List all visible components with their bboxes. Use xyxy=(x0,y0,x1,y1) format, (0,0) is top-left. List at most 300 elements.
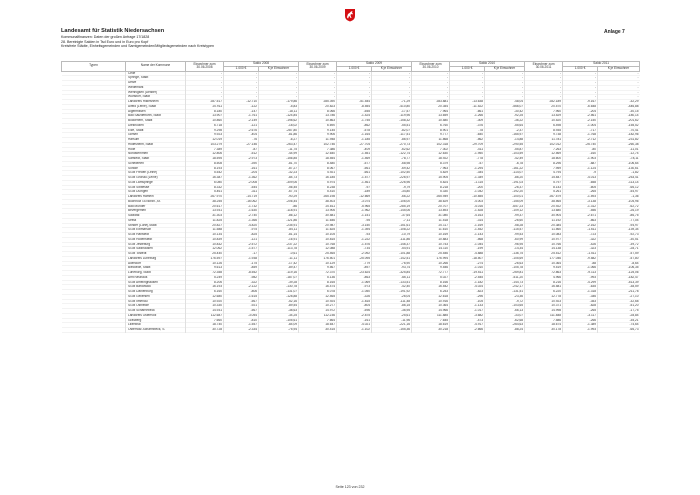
value-cell: -108,22 xyxy=(372,228,412,233)
municipality-name-cell: SGM Gronau (Leine) xyxy=(128,175,158,180)
value-cell: 25.546 xyxy=(412,252,450,257)
value-cell: 20.384 xyxy=(525,223,563,228)
value-cell: - xyxy=(485,71,525,76)
value-cell: -11,75 xyxy=(259,147,299,152)
value-cell: -1.294 xyxy=(450,166,485,171)
value-cell: -567 xyxy=(224,309,259,314)
value-cell: -1.362 xyxy=(224,176,259,181)
value-cell: -165,97 xyxy=(485,133,525,138)
value-cell: -973 xyxy=(337,285,372,290)
value-cell: -778 xyxy=(450,157,485,162)
value-cell: - xyxy=(224,90,259,95)
value-cell: 18.554 xyxy=(299,157,337,162)
value-cell: -94,97 xyxy=(598,223,640,228)
value-cell: -1.630 xyxy=(224,209,259,214)
value-cell: -9.167 xyxy=(563,100,598,105)
municipality-name-cell: SGM Ilmenau xyxy=(128,299,148,303)
value-cell: -4.016 xyxy=(450,204,485,209)
value-cell: 8.480 xyxy=(299,161,337,166)
value-cell: -28,71 xyxy=(598,247,640,252)
subtitle-line-2: 28. Bereinigte Salden in Tsd Euro und in Euro pro Kopf xyxy=(61,39,149,44)
value-cell: 5.410 xyxy=(299,190,337,195)
value-cell: -16,91 xyxy=(259,237,299,242)
value-cell: -17,57 xyxy=(372,109,412,114)
subheader-kopf-2010: € je Einwohner xyxy=(485,66,525,71)
value-cell: -131,51 xyxy=(485,290,525,295)
value-cell: 267.970 xyxy=(186,195,224,200)
value-cell: 5.461 xyxy=(186,190,224,195)
value-cell: -260,38 xyxy=(598,142,640,147)
value-cell: 20.911 xyxy=(186,104,224,109)
header-einwohner-2008: Einwohner zum 30.06.2008 xyxy=(186,62,224,72)
value-cell: -1.050 xyxy=(337,290,372,295)
value-cell: -161 xyxy=(224,166,259,171)
value-cell: -26,37 xyxy=(485,185,525,190)
table-row xyxy=(62,328,640,333)
value-cell: -862 xyxy=(337,123,372,128)
value-cell: 30.904 xyxy=(525,214,563,219)
municipality-name-cell: Buchholz i.d.Nordh.,St. xyxy=(128,199,161,203)
value-cell: -1.424 xyxy=(337,114,372,119)
value-cell: -231,82 xyxy=(598,138,640,143)
value-cell: - xyxy=(450,90,485,95)
value-cell: -2.875 xyxy=(337,313,372,318)
value-cell: -55,51 xyxy=(372,123,412,128)
value-cell: -82,07 xyxy=(372,128,412,133)
value-cell: 10.580 xyxy=(412,119,450,124)
header-saldo-2009: Saldo 2009 xyxy=(337,62,412,67)
value-cell: -93 xyxy=(337,233,372,238)
value-cell: -1.042 xyxy=(450,190,485,195)
value-cell: 8.332 xyxy=(186,185,224,190)
value-cell: -187,07 xyxy=(259,275,299,280)
value-cell: -105,61 xyxy=(259,318,299,323)
value-cell: -57 xyxy=(450,161,485,166)
value-cell: -198,62 xyxy=(259,119,299,124)
value-cell: 15.847 xyxy=(525,176,563,181)
value-cell: -1.017 xyxy=(450,309,485,314)
value-cell: -1.266 xyxy=(450,114,485,119)
value-cell: - xyxy=(563,90,598,95)
value-cell: -12.669 xyxy=(337,195,372,200)
value-cell: -2.092 xyxy=(337,252,372,257)
value-cell: -189 xyxy=(337,190,372,195)
value-cell: -23,36 xyxy=(485,294,525,299)
value-cell: 10.863 xyxy=(299,119,337,124)
value-cell: -96,95 xyxy=(485,242,525,247)
value-cell: -1.962 xyxy=(337,209,372,214)
value-cell: -155,36 xyxy=(372,328,412,333)
value-cell: -161 xyxy=(337,318,372,323)
value-cell: 112.236 xyxy=(299,313,337,318)
value-cell: -3.150 xyxy=(337,223,372,228)
value-cell: -104,96 xyxy=(598,199,640,204)
value-cell: -80 xyxy=(563,147,598,152)
value-cell: -86,12 xyxy=(259,214,299,219)
value-cell: -975 xyxy=(224,228,259,233)
value-cell: 10.766 xyxy=(525,242,563,247)
value-cell: -804 xyxy=(337,304,372,309)
value-cell: -1.318 xyxy=(563,290,598,295)
municipality-name-cell: SGM Freden (Leine) xyxy=(128,170,158,175)
value-cell: -446,88 xyxy=(598,104,640,109)
value-cell: -863 xyxy=(337,275,372,280)
value-cell: -270,73 xyxy=(372,142,412,147)
value-cell: 13.659 xyxy=(412,114,450,119)
value-cell: -55,87 xyxy=(485,147,525,152)
value-cell: -2.740 xyxy=(224,214,259,219)
value-cell: -2.572 xyxy=(224,242,259,247)
value-cell: -35,21 xyxy=(598,318,640,323)
value-cell: -6,27 xyxy=(259,138,299,143)
municipality-name-cell: Holle xyxy=(128,147,136,151)
value-cell: 18.619 xyxy=(412,323,450,328)
value-cell: -121 xyxy=(224,237,259,242)
municipality-name-cell: Lilienthal xyxy=(128,322,141,327)
value-cell: 176.501 xyxy=(299,256,337,261)
value-cell: - xyxy=(224,95,259,100)
value-cell: -7,11 xyxy=(372,218,412,223)
value-cell: -6.648 xyxy=(563,104,598,109)
value-cell: -1.615 xyxy=(224,294,259,299)
value-cell: -806 xyxy=(224,290,259,295)
value-cell: 8.238 xyxy=(299,185,337,190)
value-cell: - xyxy=(563,85,598,90)
value-cell: -1.124 xyxy=(563,166,598,171)
value-cell: 14.138 xyxy=(525,247,563,252)
value-cell: 10.839 xyxy=(186,237,224,242)
value-cell: -657,23 xyxy=(485,204,525,209)
municipality-name-cell: Nordstemmen xyxy=(128,151,149,156)
value-cell: -119,96 xyxy=(372,114,412,119)
value-cell: -118,91 xyxy=(259,209,299,214)
value-cell: -1.133 xyxy=(450,304,485,309)
value-cell: 10.169 xyxy=(412,233,450,238)
value-cell: -8.554 xyxy=(337,104,372,109)
value-cell: -200 xyxy=(450,185,485,190)
value-cell: -28,84 xyxy=(598,313,640,318)
value-cell: 4.829 xyxy=(412,171,450,176)
value-cell: -226,96 xyxy=(372,180,412,185)
value-cell: -111,86 xyxy=(372,237,412,242)
municipality-name-cell: Amt Neuhaus xyxy=(128,275,148,279)
value-cell: 10.129 xyxy=(299,261,337,266)
value-cell: -131,07 xyxy=(259,290,299,295)
value-cell: -158,32 xyxy=(372,119,412,124)
value-cell: - xyxy=(525,71,563,76)
value-cell: 8.206 xyxy=(186,280,224,285)
value-cell: -88,24 xyxy=(485,328,525,333)
value-cell: -221,16 xyxy=(372,323,412,328)
value-cell: 10.920 xyxy=(186,299,224,304)
value-cell: - xyxy=(259,71,299,76)
value-cell: 267.579 xyxy=(525,195,563,200)
value-cell: -2.676 xyxy=(224,128,259,133)
value-cell: 14.972 xyxy=(299,309,337,314)
value-cell: 8.143 xyxy=(525,185,563,190)
municipality-name-cell: SGM Sibbesse xyxy=(128,185,150,189)
value-cell: - xyxy=(485,76,525,81)
value-cell: -1.389 xyxy=(563,323,598,328)
value-cell: -2.162 xyxy=(563,223,598,228)
value-cell: -92,73 xyxy=(598,233,640,238)
value-cell: -51,20 xyxy=(598,304,640,309)
subheader-tsd-2010: 1.000 € xyxy=(450,66,485,71)
value-cell: -578 xyxy=(337,128,372,133)
value-cell: -863 xyxy=(563,218,598,223)
value-cell: -128,88 xyxy=(259,294,299,299)
value-cell: 11.192 xyxy=(525,218,563,223)
value-cell: -125,06 xyxy=(598,271,640,276)
value-cell: -1.164 xyxy=(337,133,372,138)
municipality-name-cell: SGM Bardowick xyxy=(128,284,151,289)
value-cell: -10,79 xyxy=(372,233,412,238)
value-cell: -825 xyxy=(224,233,259,238)
value-cell: 10.916 xyxy=(412,299,450,304)
subheader-kopf-2009: € je Einwohner xyxy=(372,66,412,71)
value-cell: -58,28 xyxy=(485,223,525,228)
value-cell: -145,06 xyxy=(372,209,412,214)
value-cell: 7.963 xyxy=(412,166,450,171)
value-cell: 8.066 xyxy=(299,109,337,114)
value-cell: 4.966 xyxy=(525,275,563,280)
value-cell: -11.522 xyxy=(450,104,485,109)
value-cell: -513,39 xyxy=(598,280,640,285)
value-cell: - xyxy=(563,71,598,76)
value-cell: - xyxy=(259,85,299,90)
value-cell: - xyxy=(450,95,485,100)
value-cell: - xyxy=(412,71,450,76)
municipality-name-cell: Uetze xyxy=(128,80,137,85)
value-cell: -76,90 xyxy=(372,261,412,266)
value-cell: -4.888 xyxy=(450,252,485,257)
value-cell: - xyxy=(299,71,337,76)
value-cell: - xyxy=(372,85,412,90)
value-cell: -2.973 xyxy=(224,157,259,162)
value-cell: -265 xyxy=(563,190,598,195)
value-cell: -25,61 xyxy=(372,313,412,318)
value-cell: -4.163 xyxy=(450,214,485,219)
value-cell: -717 xyxy=(563,128,598,133)
value-cell: 18.922 xyxy=(412,157,450,162)
municipality-name-cell: Algermissen xyxy=(128,109,146,113)
value-cell: -3.054 xyxy=(224,313,259,318)
value-cell: 10.371 xyxy=(525,304,563,309)
value-cell: -242,17 xyxy=(485,285,525,290)
value-cell: 16.474 xyxy=(299,285,337,290)
subtitle-line-1: Kommunalfinanzen: Daten der großen Anfrage 17/1828 xyxy=(61,35,150,39)
value-cell: 30.581 xyxy=(299,214,337,219)
value-cell: 20.354 xyxy=(412,104,450,109)
value-cell: 10.520 xyxy=(525,119,563,124)
municipality-name-cell: Adendorf xyxy=(128,261,141,265)
value-cell: 11.560 xyxy=(525,228,563,233)
value-cell: -55,64 xyxy=(485,123,525,128)
value-cell: -192,20 xyxy=(485,190,525,195)
value-cell: 8.296 xyxy=(525,161,563,166)
value-cell: -119,16 xyxy=(259,271,299,276)
value-cell: 9.613 xyxy=(186,266,224,271)
value-cell: -87 xyxy=(224,147,259,152)
value-cell: - xyxy=(598,85,640,90)
value-cell: - xyxy=(299,90,337,95)
value-cell: -296 xyxy=(450,294,485,299)
value-cell: -2.008 xyxy=(224,180,259,185)
value-cell: - xyxy=(337,81,372,86)
value-cell: -122 xyxy=(224,104,259,109)
value-cell: -1.010 xyxy=(450,266,485,271)
value-cell: -544 xyxy=(224,185,259,190)
value-cell: - xyxy=(412,95,450,100)
value-cell: -133,51 xyxy=(372,280,412,285)
value-cell: -1.182 xyxy=(450,280,485,285)
value-cell: - xyxy=(598,71,640,76)
value-cell: 10.364 xyxy=(525,261,563,266)
value-cell: 13.529 xyxy=(525,114,563,119)
value-cell: 7.664 xyxy=(299,318,337,323)
value-cell: 7.660 xyxy=(186,318,224,323)
value-cell: 7.645 xyxy=(412,318,450,323)
municipality-name-cell: SGM Lamspringe xyxy=(128,180,153,184)
value-cell: 8.180 xyxy=(186,109,224,114)
value-cell: 20.117 xyxy=(412,223,450,228)
value-cell: -179,86 xyxy=(259,100,299,105)
value-cell: - xyxy=(372,90,412,95)
municipality-name-cell: Landkreis Lüneburg xyxy=(128,256,157,260)
value-cell: -113,14 xyxy=(598,180,640,185)
value-cell: -103,65 xyxy=(485,304,525,309)
value-cell: -97 xyxy=(337,185,372,190)
lower-saxony-horse-emblem-icon xyxy=(344,8,356,22)
saldo-table xyxy=(61,61,640,333)
value-cell: - xyxy=(563,81,598,86)
value-cell: -17,75 xyxy=(598,309,640,314)
municipality-name-cell: Wedemark xyxy=(128,85,144,89)
value-cell: -124,84 xyxy=(259,114,299,119)
value-cell: -4.021 xyxy=(337,323,372,328)
value-cell: -2.712 xyxy=(563,138,598,143)
value-cell: -4.024 xyxy=(450,285,485,290)
value-cell: -1.461 xyxy=(337,180,372,185)
value-cell: 11.781 xyxy=(525,138,563,143)
municipality-name-cell: Wennigsen (Deister) xyxy=(128,90,157,94)
value-cell: 112.687 xyxy=(186,313,224,318)
value-cell: -106,00 xyxy=(372,199,412,204)
value-cell: -1.102 xyxy=(337,328,372,333)
issuer-title: Landesamt für Statistik Niedersachsen xyxy=(61,28,165,34)
value-cell: - xyxy=(186,76,224,81)
value-cell: 14.110 xyxy=(412,247,450,252)
value-cell: 13.906 xyxy=(299,209,337,214)
value-cell: 11.825 xyxy=(186,218,224,223)
value-cell: 10.364 xyxy=(412,304,450,309)
value-cell: -353 xyxy=(563,299,598,304)
value-cell: - xyxy=(485,85,525,90)
value-cell: - xyxy=(372,71,412,76)
value-cell: -1.577 xyxy=(224,247,259,252)
value-cell: -1.768 xyxy=(563,133,598,138)
value-cell: -62,72 xyxy=(598,204,640,209)
value-cell: -26,63 xyxy=(485,261,525,266)
value-cell: -38,59 xyxy=(598,285,640,290)
value-cell: -1.169 xyxy=(450,223,485,228)
value-cell: 8.935 xyxy=(525,128,563,133)
value-cell: - xyxy=(598,90,640,95)
header-saldo-2010: Saldo 2010 xyxy=(450,62,525,67)
value-cell: - xyxy=(372,76,412,81)
value-cell: 5.974 xyxy=(299,180,337,185)
municipality-name-cell: SGM Hanstedt xyxy=(128,232,149,237)
value-cell: 13.680 xyxy=(525,209,563,214)
value-cell: - xyxy=(259,81,299,86)
value-cell: 8.067 xyxy=(299,166,337,171)
municipality-name-cell: SGM Scharnebeck xyxy=(128,308,155,313)
value-cell: 8.216 xyxy=(525,280,563,285)
value-cell: -661 xyxy=(450,109,485,114)
value-cell: -556 xyxy=(563,209,598,214)
document-header xyxy=(61,28,214,49)
value-cell: 12.618 xyxy=(412,294,450,299)
value-cell: -106,35 xyxy=(598,266,640,271)
value-cell: -86,75 xyxy=(598,214,640,219)
value-cell: 10.923 xyxy=(525,299,563,304)
value-cell: - xyxy=(525,76,563,81)
value-cell: 13.907 xyxy=(186,114,224,119)
value-cell: -206,44 xyxy=(259,199,299,204)
value-cell: -86,20 xyxy=(485,176,525,181)
value-cell: 6.160 xyxy=(186,290,224,295)
value-cell: -4.820 xyxy=(224,223,259,228)
value-cell: -325,84 xyxy=(372,271,412,276)
value-cell: 6.220 xyxy=(525,290,563,295)
value-cell: -2.671 xyxy=(563,214,598,219)
value-cell: -10.855 xyxy=(450,195,485,200)
value-cell: -561 xyxy=(337,166,372,171)
value-cell: -344 xyxy=(450,171,485,176)
value-cell: -180,14 xyxy=(598,114,640,119)
municipality-name-cell: Landkreis Hildesheim xyxy=(128,99,159,104)
value-cell: - xyxy=(337,76,372,81)
value-cell: 265.949 xyxy=(412,195,450,200)
value-cell: 30.728 xyxy=(186,328,224,333)
value-cell: -78,77 xyxy=(372,157,412,162)
value-cell: -3.117 xyxy=(563,313,598,318)
value-cell: 176.994 xyxy=(412,256,450,261)
value-cell: -201,62 xyxy=(598,119,640,124)
value-cell: -4.003 xyxy=(450,199,485,204)
value-cell: -151,61 xyxy=(372,223,412,228)
value-cell: -1.151 xyxy=(337,214,372,219)
value-cell: 13.931 xyxy=(186,209,224,214)
value-cell: -26,19 xyxy=(598,209,640,214)
value-cell: -95 xyxy=(337,218,372,223)
value-cell: -1.366 xyxy=(224,218,259,223)
value-cell: 9.567 xyxy=(299,266,337,271)
value-cell: -309 xyxy=(450,119,485,124)
subheader-tsd-2008: 1.000 € xyxy=(224,66,259,71)
value-cell: 9.923 xyxy=(186,133,224,138)
value-cell: - xyxy=(372,81,412,86)
value-cell: 6.253 xyxy=(412,290,450,295)
value-cell: -2.150 xyxy=(563,119,598,124)
value-cell: -661 xyxy=(337,171,372,176)
value-cell: -11,96 xyxy=(372,318,412,323)
municipality-name-cell: Springe, Stadt xyxy=(128,75,149,80)
value-cell: -70,41 xyxy=(598,128,640,133)
value-cell: 10.832 xyxy=(186,242,224,247)
value-cell: -117,51 xyxy=(372,133,412,138)
value-cell: -6,78 xyxy=(485,161,525,166)
